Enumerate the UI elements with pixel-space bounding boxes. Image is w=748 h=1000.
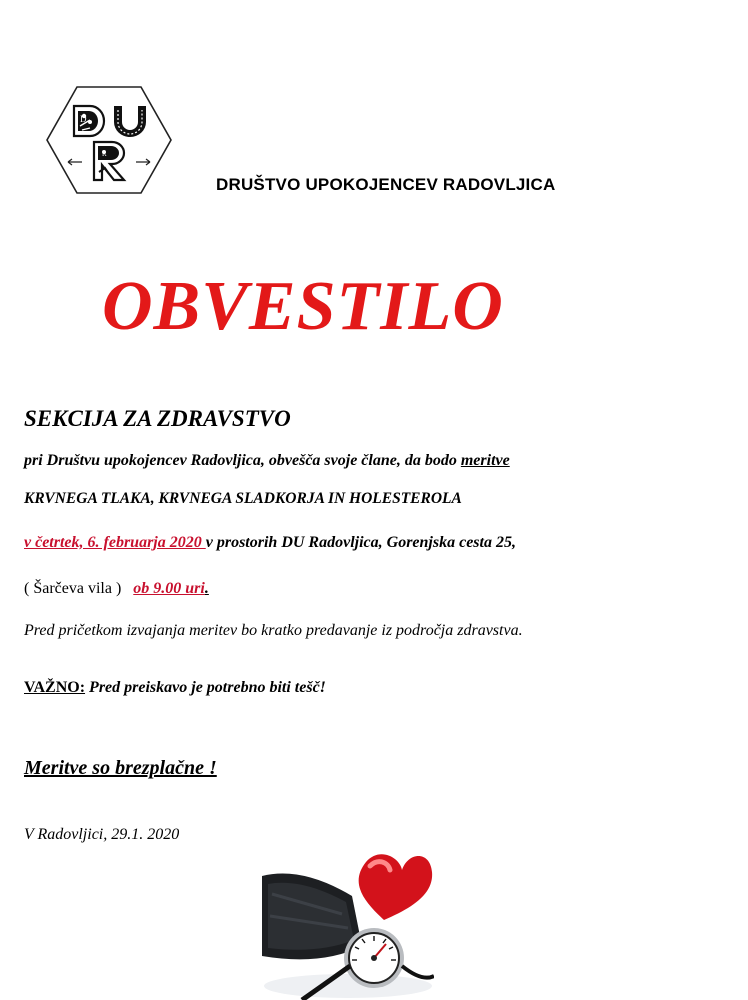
- lecture-note: Pred pričetkom izvajanja meritev bo kratko predavanje iz področja zdravstva.: [24, 622, 523, 639]
- blood-pressure-heart-icon: [262, 836, 434, 1000]
- issue-dateline: V Radovljici, 29.1. 2020: [24, 826, 180, 843]
- notice-title: OBVESTILO: [102, 268, 504, 345]
- venue-name: ( Šarčeva vila ): [24, 580, 122, 597]
- organization-name: DRUŠTVO UPOKOJENCEV RADOVLJICA: [216, 175, 556, 194]
- section-title: SEKCIJA ZA ZDRAVSTVO: [24, 406, 291, 431]
- intro-line: [24, 452, 510, 470]
- logo-letter-r-text: R: [102, 150, 107, 158]
- event-date: v četrtek, 6. februarja 2020: [24, 534, 206, 551]
- logo-letter-r: [94, 142, 124, 180]
- logo-letter-d: [74, 106, 104, 136]
- event-time-punct: .: [204, 580, 209, 597]
- logo-letter-u-text: U: [126, 111, 132, 120]
- event-location: v prostorih DU Radovljica, Gorenjska cesta 25,: [205, 534, 516, 551]
- intro-text: pri Društvu upokojencev Radovljica, obvešča svoje člane, da bodo: [24, 452, 461, 469]
- important-label: VAŽNO:: [24, 679, 86, 696]
- event-time: ob 9.00 uri: [133, 580, 205, 597]
- free-measurements-note: Meritve so brezplačne !: [24, 757, 217, 779]
- date-location-line: [24, 534, 516, 552]
- important-note: [24, 679, 326, 697]
- association-logo-icon: [44, 84, 174, 196]
- measurements-word: meritve: [460, 452, 510, 469]
- logo-letter-d-text: D: [80, 114, 87, 124]
- measurements-list: KRVNEGA TLAKA, KRVNEGA SLADKORJA IN HOLESTEROLA: [24, 490, 462, 507]
- important-text: Pred preiskavo je potrebno biti tešč!: [85, 679, 326, 696]
- venue-time-line: [24, 580, 209, 598]
